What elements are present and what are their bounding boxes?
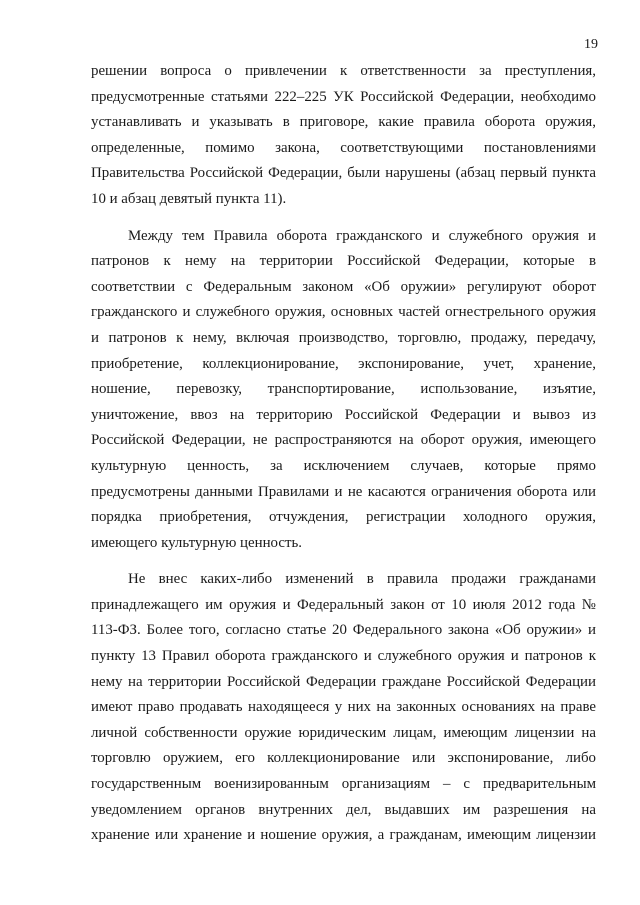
- text-line: соответствии с Федеральным законом «Об оружии» регулируют оборот: [91, 278, 596, 295]
- text-line: хранение или хранение и ношение оружия, а гражданам, имеющим лицензии: [91, 827, 596, 844]
- text-line: и патронов к нему, включая производство, торговлю, продажу, передачу,: [91, 329, 596, 346]
- paragraph-3: [91, 567, 596, 849]
- text-line: Российской Федерации, не распространяются на оборот оружия, имеющего: [91, 432, 596, 449]
- text-line: решении вопроса о привлечении к ответственности за преступления,: [91, 63, 596, 79]
- text-line: уничтожение, ввоз на территорию Российской Федерации и вывоз из: [91, 406, 596, 423]
- text-line: 10 и абзац девятый пункта 11).: [91, 190, 287, 207]
- text-line: гражданского и служебного оружия, основных частей огнестрельного оружия: [91, 304, 596, 321]
- text-line: Между тем Правила оборота гражданского и служебного оружия и: [128, 227, 596, 244]
- paragraph-2: [91, 224, 596, 557]
- text-line: порядка приобретения, отчуждения, регистрации холодного оружия,: [91, 509, 596, 526]
- page-number: 19: [584, 37, 598, 52]
- text-line: нему на территории Российской Федерации граждане Российской Федерации: [91, 673, 596, 690]
- text-line: предусмотрены данными Правилами и не касаются ограничения оборота или: [91, 483, 596, 500]
- text-line: имеют право продавать находящееся у них на законных основаниях на праве: [91, 699, 596, 716]
- text-line: патронов к нему на территории Российской Федерации, которые в: [91, 253, 596, 270]
- text-line: торговлю оружием, его коллекционирование или экспонирование, либо: [91, 750, 596, 767]
- text-line: устанавливать и указывать в приговоре, какие правила оборота оружия,: [91, 114, 596, 131]
- text-line: 113-ФЗ. Более того, согласно статье 20 Федерального закона «Об оружии» и: [91, 622, 596, 639]
- text-line: государственным военизированным организациям – с предварительным: [91, 776, 596, 793]
- text-line: предусмотренные статьями 222–225 УК Российской Федерации, необходимо: [91, 88, 596, 105]
- text-line: Не внес каких-либо изменений в правила продажи гражданами: [128, 571, 596, 588]
- text-line: принадлежащего им оружия и Федеральный закон от 10 июля 2012 года №: [91, 596, 596, 613]
- paragraph-1: [91, 59, 596, 213]
- text-line: уведомлением органов внутренних дел, выдавших им разрешения на: [91, 801, 596, 818]
- text-line: культурную ценность, за исключением случаев, которые прямо: [91, 457, 596, 474]
- text-line: приобретение, коллекционирование, экспонирование, учет, хранение,: [91, 355, 596, 372]
- text-line: ношение, перевозку, транспортирование, использование, изъятие,: [91, 381, 596, 398]
- text-line: личной собственности оружие юридическим лицам, имеющим лицензии на: [91, 724, 596, 741]
- text-line: имеющего культурную ценность.: [91, 534, 302, 551]
- text-line: определенные, помимо закона, соответствующими постановлениями: [91, 139, 596, 156]
- text-line: пункту 13 Правил оборота гражданского и служебного оружия и патронов к: [91, 648, 596, 665]
- text-line: Правительства Российской Федерации, были нарушены (абзац первый пункта: [91, 165, 596, 182]
- document-body: [91, 59, 596, 849]
